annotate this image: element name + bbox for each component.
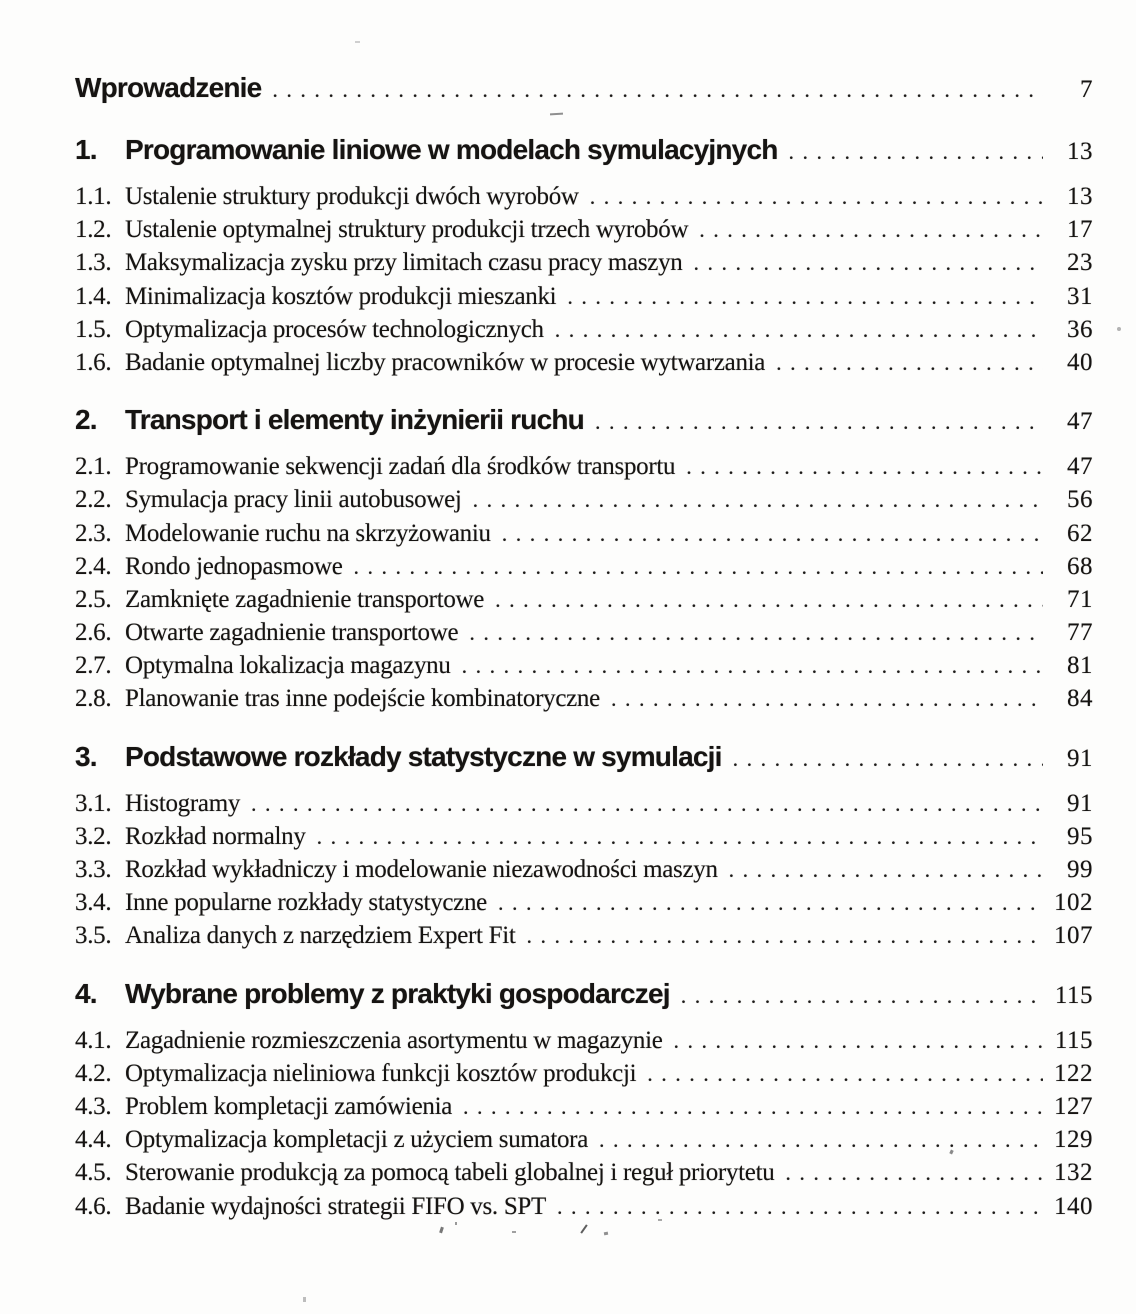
entry-title: Rondo jednopasmowe xyxy=(125,552,343,580)
dot-leader xyxy=(674,1028,1043,1054)
dot-leader xyxy=(686,454,1043,480)
entry-page-number: 56 xyxy=(1067,486,1093,514)
entry-number: 2.1. xyxy=(75,453,112,481)
entry-page-number: 115 xyxy=(1054,981,1093,1009)
dot-leader xyxy=(557,1194,1043,1220)
dot-leader xyxy=(599,1127,1043,1153)
dot-leader xyxy=(272,77,1043,103)
entry-title: Optymalna lokalizacja magazynu xyxy=(125,652,451,680)
dot-leader xyxy=(317,824,1043,850)
entry-page-number: 81 xyxy=(1067,652,1093,680)
entry-page-number: 129 xyxy=(1054,1126,1093,1154)
entry-number: 4.1. xyxy=(75,1026,112,1054)
entry-number: 3.2. xyxy=(75,822,112,850)
scan-artifact xyxy=(604,1232,608,1236)
dot-leader xyxy=(495,587,1043,613)
toc-entry xyxy=(75,520,1093,553)
entry-title: Rozkład wykładniczy i modelowanie niezawodności maszyn xyxy=(125,856,718,883)
chapter-title: Transport i elementy inżynierii ruchu xyxy=(125,404,584,436)
entry-page-number: 71 xyxy=(1067,585,1093,613)
toc-entry xyxy=(75,586,1093,619)
entry-title: Optymalizacja kompletacji z użyciem sumatora xyxy=(125,1126,588,1154)
toc-entry xyxy=(75,922,1093,955)
entry-number: 4.2. xyxy=(75,1059,112,1087)
entry-title: Sterowanie produkcją za pomocą tabeli globalnej i reguł priorytetu xyxy=(125,1159,775,1187)
entry-page-number: 84 xyxy=(1067,685,1093,713)
scan-artifact xyxy=(303,1297,306,1302)
toc-entry xyxy=(75,1193,1093,1226)
entry-number: 1.4. xyxy=(75,282,112,310)
entry-page-number: 17 xyxy=(1067,216,1093,244)
entry-page-number: 13 xyxy=(1067,138,1093,165)
entry-number: 4.5. xyxy=(75,1159,112,1187)
toc-entry xyxy=(75,1159,1093,1192)
scan-artifact xyxy=(550,113,563,116)
entry-page-number: 127 xyxy=(1054,1092,1093,1120)
entry-title: Inne popularne rozkłady statystyczne xyxy=(125,889,487,917)
dot-leader xyxy=(502,521,1043,547)
entry-number: 4.3. xyxy=(75,1092,112,1120)
chapter-title: Wybrane problemy z praktyki gospodarczej xyxy=(125,977,670,1009)
entry-page-number: 91 xyxy=(1067,744,1093,772)
entry-title: Otwarte zagadnienie transportowe xyxy=(125,619,459,647)
toc-entry xyxy=(75,1060,1093,1093)
entry-title: Zamknięte zagadnienie transportowe xyxy=(125,585,485,613)
entry-page-number: 7 xyxy=(1080,76,1093,103)
dot-leader xyxy=(590,184,1043,210)
toc-chapter-heading xyxy=(75,134,1093,170)
entry-number: 1.1. xyxy=(75,183,112,210)
entry-page-number: 47 xyxy=(1067,408,1093,436)
entry-number: 2.7. xyxy=(75,652,112,680)
entry-title: Modelowanie ruchu na skrzyżowaniu xyxy=(125,519,491,547)
entry-title: Maksymalizacja zysku przy limitach czasu pracy maszyn xyxy=(125,249,683,277)
scan-artifact xyxy=(355,41,360,43)
toc-entry xyxy=(75,1027,1093,1060)
dot-leader xyxy=(462,653,1043,679)
chapter-number: 2. xyxy=(75,404,97,436)
scan-artifact xyxy=(580,1224,587,1233)
entry-title: Ustalenie struktury produkcji dwóch wyrobów xyxy=(125,183,579,210)
entry-title: Analiza danych z narzędziem Expert Fit xyxy=(125,922,516,950)
toc-entry xyxy=(75,1093,1093,1126)
entry-number: 2.2. xyxy=(75,486,112,514)
dot-leader xyxy=(527,923,1043,949)
toc-entry xyxy=(75,316,1093,349)
entry-page-number: 102 xyxy=(1054,889,1093,917)
toc-entry xyxy=(75,652,1093,685)
entry-page-number: 91 xyxy=(1067,789,1093,817)
entry-page-number: 31 xyxy=(1067,282,1093,310)
toc-entry xyxy=(75,183,1093,216)
toc-entry xyxy=(75,283,1093,316)
toc-entry xyxy=(75,619,1093,652)
dot-leader xyxy=(785,1160,1043,1186)
dot-leader xyxy=(776,350,1043,376)
entry-number: 1.3. xyxy=(75,249,112,277)
entry-title: Ustalenie optymalnej struktury produkcji trzech wyrobów xyxy=(125,216,689,244)
entry-number: 2.5. xyxy=(75,585,112,613)
entry-title: Optymalizacja nieliniowa funkcji kosztów produkcji xyxy=(125,1059,637,1087)
entry-number: 3.3. xyxy=(75,856,112,883)
chapter-number: 3. xyxy=(75,740,97,772)
dot-leader xyxy=(733,746,1043,772)
entry-title: Programowanie sekwencji zadań dla środków transportu xyxy=(125,453,676,481)
chapter-number: 1. xyxy=(75,134,97,165)
toc-entry xyxy=(75,790,1093,823)
dot-leader xyxy=(251,791,1043,817)
entry-number: 4.6. xyxy=(75,1192,112,1220)
toc-entry xyxy=(75,486,1093,519)
scan-artifact xyxy=(455,1222,457,1225)
chapter-title: Podstawowe rozkłady statystyczne w symulacji xyxy=(125,740,722,772)
entry-number: 3.5. xyxy=(75,922,112,950)
dot-leader xyxy=(647,1061,1043,1087)
scan-artifact xyxy=(439,1227,444,1234)
dot-leader xyxy=(567,284,1043,310)
entry-number: 2.6. xyxy=(75,619,112,647)
dot-leader xyxy=(463,1094,1043,1120)
toc-entry-intro xyxy=(75,72,1093,112)
entry-page-number: 77 xyxy=(1067,619,1093,647)
entry-number: 1.6. xyxy=(75,348,112,376)
toc-entry xyxy=(75,216,1093,249)
entry-page-number: 95 xyxy=(1067,822,1093,850)
dot-leader xyxy=(694,250,1044,276)
toc-entry xyxy=(75,823,1093,856)
entry-number: 1.2. xyxy=(75,216,112,244)
toc-entry xyxy=(75,249,1093,282)
dot-leader xyxy=(473,487,1043,513)
toc-entry xyxy=(75,553,1093,586)
entry-number: 3.4. xyxy=(75,889,112,917)
entry-title: Minimalizacja kosztów produkcji mieszanki xyxy=(125,282,557,310)
entry-page-number: 122 xyxy=(1054,1059,1093,1087)
entry-number: 4.4. xyxy=(75,1126,112,1154)
entry-title: Symulacja pracy linii autobusowej xyxy=(125,486,462,514)
entry-page-number: 62 xyxy=(1067,519,1093,547)
entry-title: Badanie wydajności strategii FIFO vs. SPT xyxy=(125,1192,547,1220)
entry-page-number: 13 xyxy=(1067,183,1093,210)
entry-title: Optymalizacja procesów technologicznych xyxy=(125,315,544,343)
entry-number: 3.1. xyxy=(75,789,112,817)
dot-leader xyxy=(681,983,1043,1009)
entry-number: 2.4. xyxy=(75,552,112,580)
dot-leader xyxy=(729,857,1043,883)
dot-leader xyxy=(699,217,1043,243)
toc-chapter-heading xyxy=(75,978,1093,1014)
entry-title: Badanie optymalnej liczby pracowników w procesie wytwarzania xyxy=(125,348,766,376)
entry-title: Wprowadzenie xyxy=(75,72,262,103)
dot-leader xyxy=(611,686,1043,712)
chapter-number: 4. xyxy=(75,977,97,1009)
toc-entry xyxy=(75,453,1093,486)
entry-title: Histogramy xyxy=(125,789,241,817)
toc-chapter-heading xyxy=(75,741,1093,777)
entry-number: 2.3. xyxy=(75,519,112,547)
toc-entry xyxy=(75,685,1093,718)
entry-title: Zagadnienie rozmieszczenia asortymentu w magazynie xyxy=(125,1026,663,1054)
dot-leader xyxy=(469,620,1043,646)
dot-leader xyxy=(595,409,1043,435)
entry-page-number: 132 xyxy=(1054,1159,1093,1187)
entry-page-number: 47 xyxy=(1067,453,1093,481)
toc-entry xyxy=(75,856,1093,889)
entry-title: Planowanie tras inne podejście kombinatoryczne xyxy=(125,685,600,713)
dot-leader xyxy=(789,139,1043,165)
scan-artifact xyxy=(512,1231,516,1233)
entry-title: Problem kompletacji zamówienia xyxy=(125,1092,453,1120)
entry-page-number: 23 xyxy=(1067,249,1093,277)
entry-page-number: 115 xyxy=(1054,1026,1093,1054)
toc-chapter-heading xyxy=(75,404,1093,440)
entry-page-number: 68 xyxy=(1067,552,1093,580)
toc-entry xyxy=(75,349,1093,382)
dot-leader xyxy=(555,317,1043,343)
entry-page-number: 107 xyxy=(1054,922,1093,950)
entry-page-number: 140 xyxy=(1054,1192,1093,1220)
entry-page-number: 99 xyxy=(1067,856,1093,883)
scan-artifact xyxy=(658,1219,662,1221)
entry-number: 2.8. xyxy=(75,685,112,713)
entry-number: 1.5. xyxy=(75,315,112,343)
dot-leader xyxy=(498,890,1043,916)
entry-page-number: 36 xyxy=(1067,315,1093,343)
toc-entry xyxy=(75,889,1093,922)
entry-title: Rozkład normalny xyxy=(125,822,306,850)
toc-entry xyxy=(75,1126,1093,1159)
dot-leader xyxy=(354,554,1044,580)
scan-artifact xyxy=(1117,327,1121,331)
chapter-title: Programowanie liniowe w modelach symulacyjnych xyxy=(125,134,778,165)
entry-page-number: 40 xyxy=(1067,348,1093,376)
